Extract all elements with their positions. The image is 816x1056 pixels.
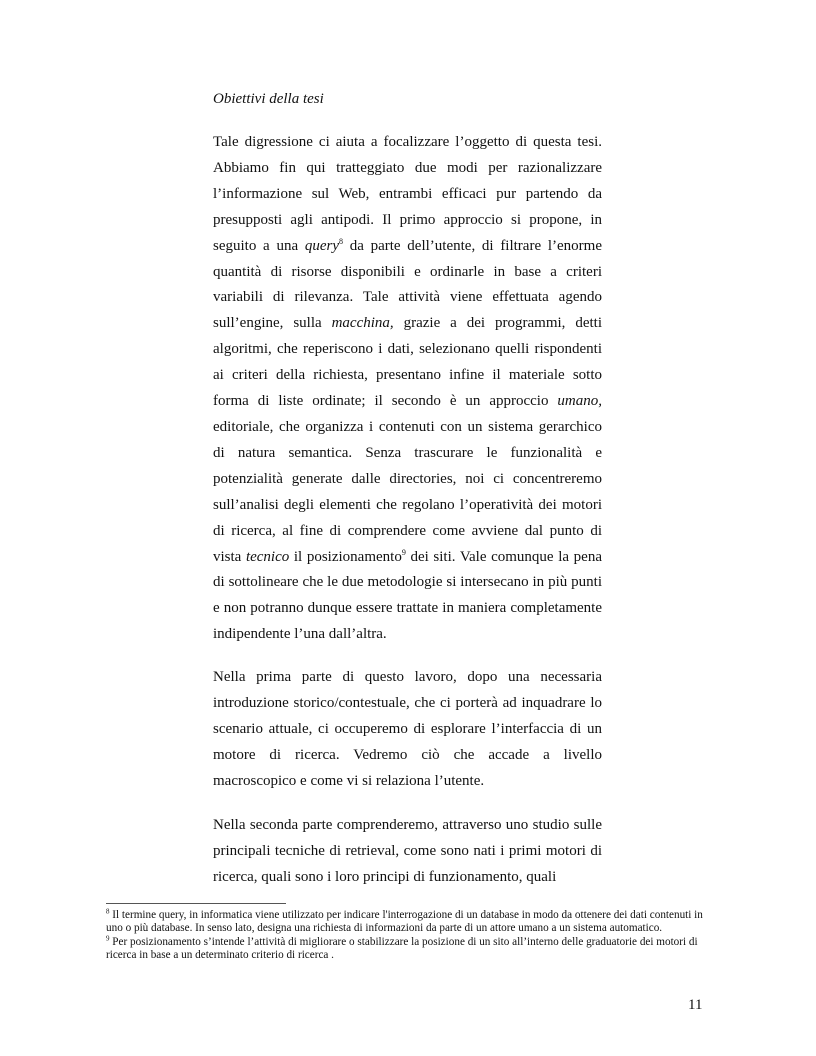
footnote-ref-8: 8 [338, 236, 343, 246]
term-tecnico: tecnico [245, 548, 290, 565]
paragraph-1-text-d: editoriale, che organizza i contenuti con un sistema gerarchico di natura semantica. Senza trascurare le funzionalità e potenzialità generate dalle directories, noi ci concentreremo sull’analisi degli elementi che regolano l’operatività dei motori di ricerca, al fine di comprendere come avviene dal punto di vista [213, 418, 602, 565]
paragraph-1-text-c: grazie a dei programmi, detti algoritmi, che reperiscono i dati, selezionano quelli rispondenti ai criteri della richiesta, presentano infine il materiale sotto forma di liste ordinate; il secondo è un approccio [213, 315, 602, 410]
page-number: 11 [688, 997, 703, 1013]
footnote-9-number: 9 [106, 933, 110, 942]
footnote-8 [106, 909, 704, 936]
footnote-8-text: Il termine query, in informatica viene utilizzato per indicare l'interrogazione di un database in modo da ottenere dei dati contenuti in uno o più database. In senso lato, designa una richiesta di informazioni da parte di un attore umano a un sistema automatico. [106, 909, 703, 935]
paragraph-2: Nella prima parte di questo lavoro, dopo una necessaria introduzione storico/contestuale, che ci porterà ad inquadrare lo scenario attuale, ci occuperemo di esplorare l’interfaccia di un motore di ricerca. Vedremo ciò che accade a livello macroscopico e come vi si relaziona l’utente. [213, 669, 602, 789]
paragraph-1 [213, 130, 602, 648]
footnote-8-number: 8 [106, 907, 110, 916]
term-query: query [304, 237, 339, 254]
footnotes [106, 909, 704, 962]
footnote-ref-9: 9 [401, 547, 406, 557]
term-umano: umano, [557, 393, 602, 410]
paragraph-1-text-b: da parte dell’utente, di filtrare l’enorme quantità di risorse disponibili e ordinarle in base a criteri variabili di rilevanza. Tale attività viene effettuata agendo sull’engine, sulla [213, 237, 602, 332]
term-macchina: macchina, [331, 315, 394, 332]
paragraph-3: Nella seconda parte comprenderemo, attraverso uno studio sulle principali tecniche di retrieval, come sono nati i primi motori di ricerca, quali sono i loro principi di funzionamento, quali [213, 817, 602, 885]
paragraph-1-text-a: Tale digressione ci aiuta a focalizzare l’oggetto di questa tesi. Abbiamo fin qui tratteggiato due modi per razionalizzare l’informazione sul Web, entrambi efficaci pur partendo da presupposti agli antipodi. Il primo approccio si propone, in seguito a una [213, 134, 602, 254]
footnote-separator [106, 903, 286, 904]
paragraph-1-text-e: il posizionamento [289, 548, 402, 565]
paragraph-1-text-f: dei siti. Vale comunque la pena di sottolineare che le due metodologie si intersecano in più punti e non potranno dunque essere trattate in maniera completamente indipendente l’una dall’altra. [213, 548, 602, 643]
footnote-9 [106, 933, 704, 963]
section-heading: Obiettivi della tesi [213, 91, 324, 107]
footnote-9-text: Per posizionamento s’intende l’attività di migliorare o stabilizzare la posizione di un sito all’interno delle graduatorie dei motori di ricerca in base a un determinato criterio di ricerca . [106, 935, 698, 961]
